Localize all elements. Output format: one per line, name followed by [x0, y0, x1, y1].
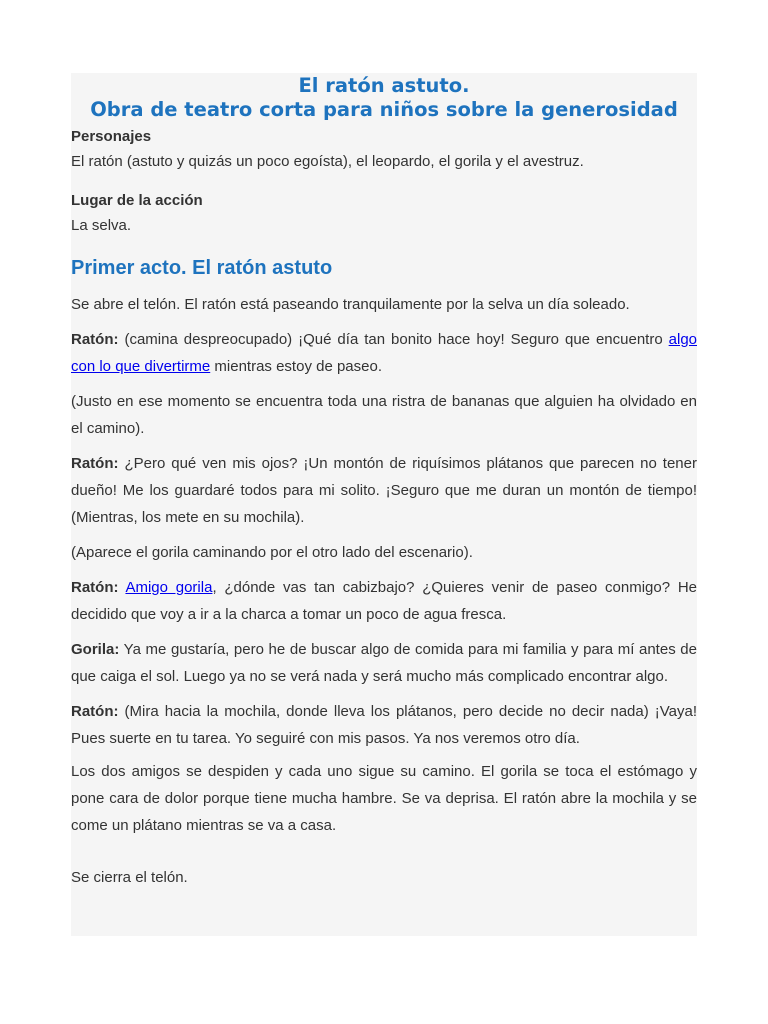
place-label: Lugar de la acción	[71, 192, 203, 209]
dialogue-text: Ya me gustaría, pero he de buscar algo de comida para mi familia y para mí antes de que caiga el sol. Luego ya no se verá nada y será mucho más complicado encontrar algo.	[71, 641, 697, 685]
paragraph-2	[71, 326, 697, 380]
characters-label: Personajes	[71, 128, 152, 145]
dialogue-text: (camina despreocupado) ¡Qué día tan bonito hace hoy! Seguro que encuentro	[118, 331, 669, 348]
paragraph-10: Se cierra el telón.	[71, 869, 188, 886]
dialogue-text: , ¿dónde vas tan cabizbajo? ¿Quieres venir de paseo conmigo? He decidido que voy a ir a la charca a tomar un poco de agua fresca.	[71, 579, 698, 623]
characters-text: El ratón (astuto y quizás un poco egoísta), el leopardo, el gorila y el avestruz.	[71, 153, 584, 170]
document-page	[71, 73, 697, 936]
paragraph-5: (Aparece el gorila caminando por el otro lado del escenario).	[71, 544, 473, 561]
place-text: La selva.	[71, 217, 132, 234]
speaker-label: Ratón:	[71, 579, 119, 596]
speaker-label: Ratón:	[71, 703, 119, 720]
link-algo-con-lo-que-divertirme[interactable]: algo con lo que divertirme	[71, 331, 697, 375]
dialogue-text: ¿Pero qué ven mis ojos? ¡Un montón de riquísimos plátanos que parecen no tener dueño! Me los guardaré todos para mi solito. ¡Seguro que me duran un montón de tiempo! (Mientras, los mete en su mochila).	[71, 455, 697, 526]
paragraph-7	[71, 636, 697, 690]
paragraph-8	[71, 698, 697, 752]
paragraph-3: (Justo en ese momento se encuentra toda una ristra de bananas que alguien ha olvidado en el camino).	[71, 393, 697, 437]
paragraph-6	[71, 574, 697, 628]
speaker-label: Gorila:	[71, 641, 120, 658]
speaker-label: Ratón:	[71, 455, 119, 472]
link-amigo-gorila[interactable]: Amigo gorila	[125, 579, 213, 596]
document-title	[71, 74, 697, 122]
title-line-2: Obra de teatro corta para niños sobre la generosidad	[90, 98, 678, 121]
dialogue-text: (Mira hacia la mochila, donde lleva los plátanos, pero decide no decir nada) ¡Vaya! Pues suerte en tu tarea. Yo seguiré con mis pasos. Ya nos veremos otro día.	[71, 703, 697, 747]
paragraph-9: Los dos amigos se despiden y cada uno sigue su camino. El gorila se toca el estómago y pone cara de dolor porque tiene mucha hambre. Se va deprisa. El ratón abre la mochila y se come un plátano mientras se va a casa.	[71, 763, 697, 834]
dialogue-text: mientras estoy de paseo.	[210, 358, 382, 375]
act-title: Primer acto. El ratón astuto	[71, 257, 333, 279]
speaker-label: Ratón:	[71, 331, 119, 348]
paragraph-4	[71, 450, 697, 531]
title-line-1: El ratón astuto.	[298, 74, 470, 97]
paragraph-1: Se abre el telón. El ratón está paseando tranquilamente por la selva un día soleado.	[71, 296, 630, 313]
